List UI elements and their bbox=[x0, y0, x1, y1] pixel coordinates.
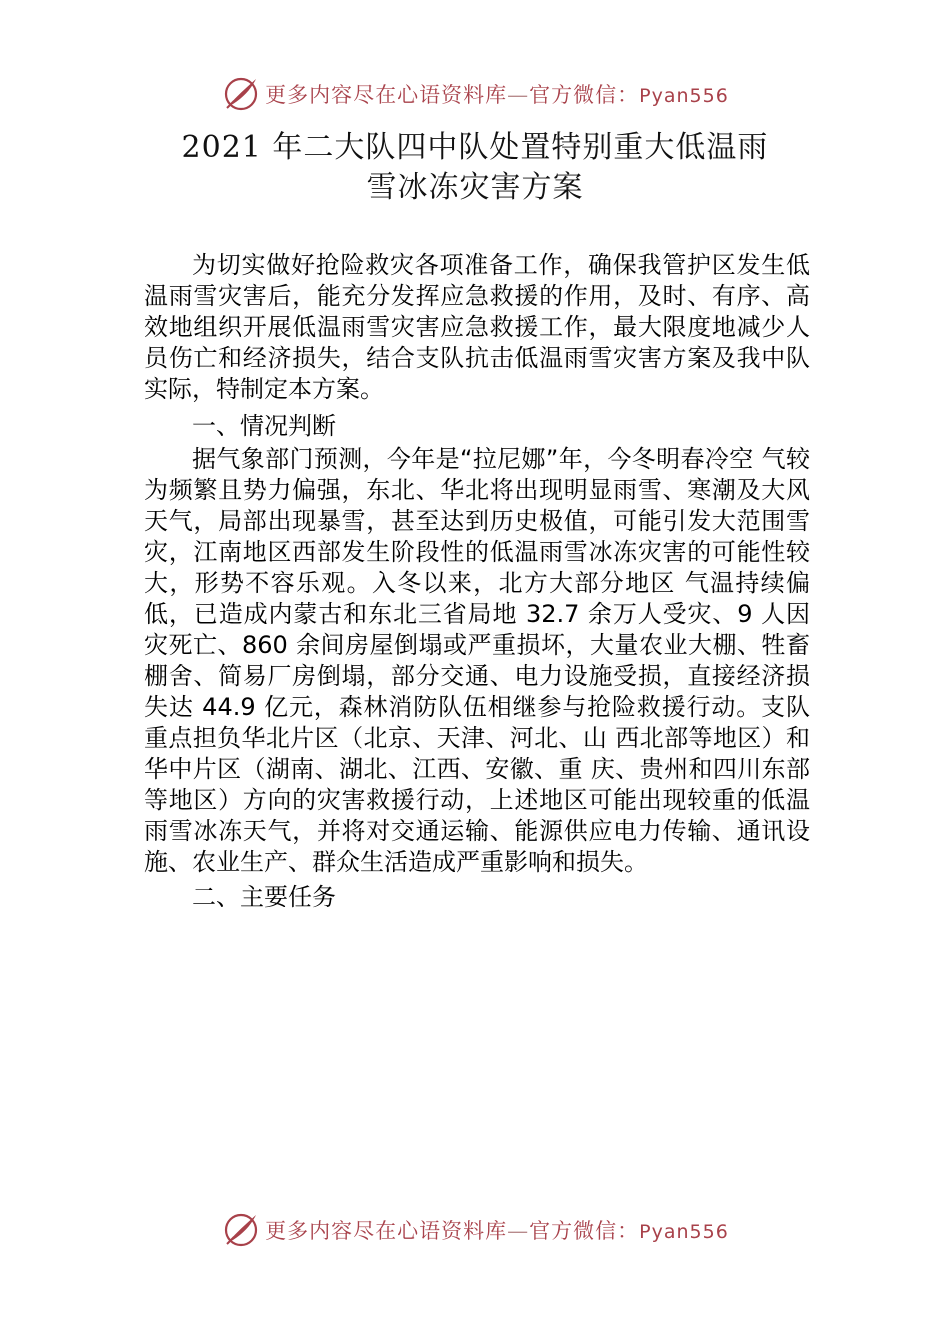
section-1-paragraph: 据气象部门预测，今年是“拉尼娜”年，今冬明春冷空 气较为频繁且势力偏强，东北、华北将出现明显雨雪、寒潮及大风天气，局部出现暴雪，甚至达到历史极值，可能引发大范围雪灾，江南地区西部发生阶段性的低温雨雪冰冻灾害的可能性较大，形势不容乐观。入冬以来，北方大部分地区 气温持续偏低，已造成内蒙古和东北三省局地 32.7 余万人受灾、9 人因灾死亡、860 余间房屋倒塌或严重损坏，大量农业大棚、牲畜棚舍、简易厂房倒塌，部分交通、电力设施受损，直接经济损失达 44.9 亿元，森林消防队伍相继参与抢险救援行动。支队重点担负华北片区（北京、天津、河北、山 西北部等地区）和华中片区（湖南、湖北、江西、安徽、重 庆、贵州和四川东部等地区）方向的灾害救援行动，上述地区可能出现较重的低温雨雪冰冻天气，并将对交通运输、能源供应电力传输、通讯设施、农业生产、群众生活造成严重影响和损失。 bbox=[144, 445, 810, 876]
document-title bbox=[100, 128, 850, 208]
watermark-account: Pyan556 bbox=[639, 1221, 729, 1243]
watermark-header bbox=[0, 72, 950, 116]
watermark-official: 官方微信： bbox=[529, 1219, 640, 1243]
watermark-site: 更多内容尽在心语资料库 bbox=[265, 83, 508, 107]
section-1-heading: 一、情况判断 bbox=[192, 412, 336, 440]
watermark-separator: — bbox=[507, 83, 530, 107]
intro-paragraph: 为切实做好抢险救灾各项准备工作，确保我管护区发生低温雨雪灾害后，能充分发挥应急救援的作用，及时、有序、高效地组织开展低温雨雪灾害应急救援工作，最大限度地减少人员伤亡和经济损失，结合支队抗击低温雨雪灾害方案及我中队实际，特制定本方案。 bbox=[144, 251, 810, 403]
title-line-2: 雪冰冻灾害方案 bbox=[366, 170, 584, 205]
quill-pen-logo-icon bbox=[221, 74, 261, 114]
watermark-text bbox=[265, 79, 729, 109]
watermark-footer bbox=[0, 1208, 950, 1252]
section-2-heading: 二、主要任务 bbox=[192, 883, 336, 911]
watermark-account: Pyan556 bbox=[639, 85, 729, 107]
watermark-site: 更多内容尽在心语资料库 bbox=[265, 1219, 508, 1243]
watermark-text bbox=[265, 1215, 729, 1245]
title-line-1: 2021 年二大队四中队处置特别重大低温雨 bbox=[181, 130, 769, 165]
watermark-official: 官方微信： bbox=[529, 83, 640, 107]
document-body bbox=[144, 250, 810, 915]
watermark-separator: — bbox=[507, 1219, 530, 1243]
quill-pen-logo-icon bbox=[221, 1210, 261, 1250]
